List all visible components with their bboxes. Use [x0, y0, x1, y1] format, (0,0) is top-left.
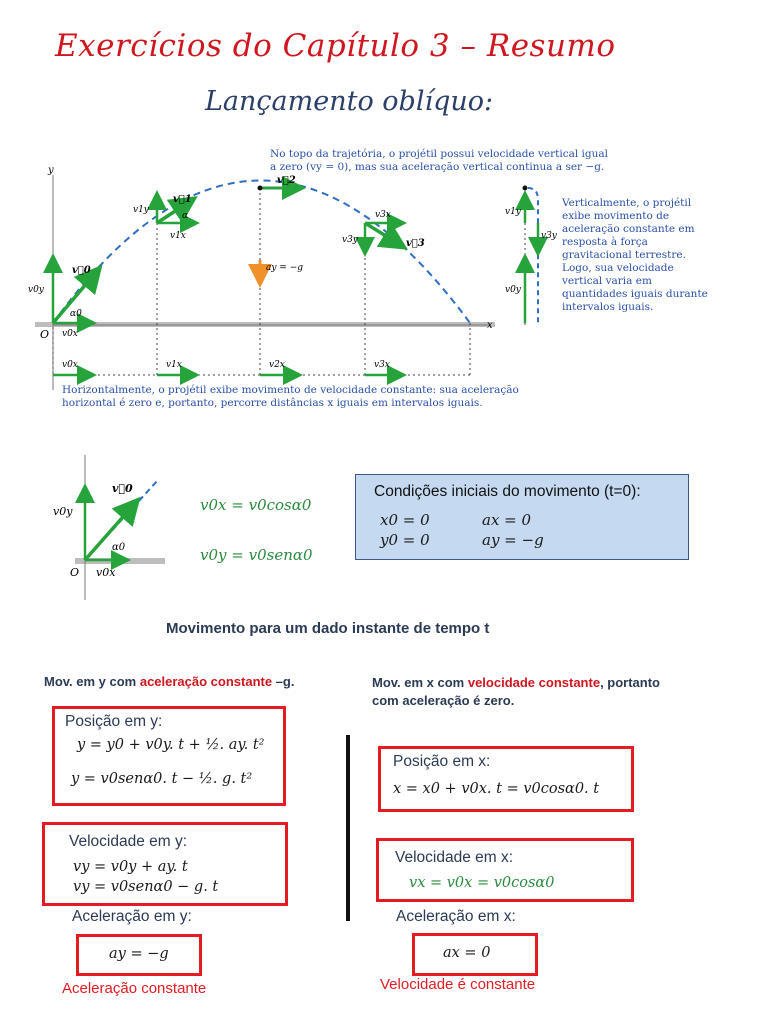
label-v2: v⃗2 — [277, 175, 296, 186]
label-v3: v⃗3 — [406, 238, 425, 249]
position-y-box — [52, 706, 286, 806]
label-bottom-v3x: v3x — [374, 360, 390, 370]
label-v1x: v1x — [170, 231, 186, 241]
trajectory-curve — [53, 181, 470, 324]
label-v0: v⃗0 — [72, 265, 91, 276]
acceleration-x-eq: ax = 0 — [443, 945, 491, 961]
initial-conditions-heading: Condições iniciais do movimento (t=0): — [374, 483, 641, 500]
page-subtitle: Lançamento oblíquo: — [205, 86, 494, 117]
position-x-label: Posição em x: — [393, 753, 491, 770]
acceleration-y-label: Aceleração em y: — [72, 908, 192, 925]
label-v0x: v0x — [96, 566, 116, 579]
position-x-box — [378, 746, 634, 812]
velocity-x-eq: vx = v0x = v0cosα0 — [409, 875, 555, 891]
column-divider — [346, 735, 350, 921]
position-x-eq: x = x0 + v0x. t = v0cosα0. t — [393, 781, 600, 797]
equation-v0y: v0y = v0senα0 — [200, 546, 313, 564]
label-alpha: α — [182, 211, 189, 221]
label-bottom-v1x: v1x — [166, 360, 182, 370]
section-title: Movimento para um dado instante de tempo t — [166, 620, 490, 637]
label-bottom-v2x: v2x — [269, 360, 285, 370]
side-note: Verticalmente, o projétil exibe movimento de aceleração constante em resposta à força gravitacional terrestre. Logo, sua velocidade vertical varia em quantidades iguais durante intervalos iguais. — [562, 197, 708, 313]
bottom-note: Horizontalmente, o projétil exibe movimento de velocidade constante: sua aceleração horizontal é zero e, portanto, percorre distâncias x iguais em intervalos iguais. — [62, 384, 519, 409]
top-note: No topo da trajetória, o projétil possui velocidade vertical igual a zero (vy = 0), mas sua aceleração vertical continua a ser −g. — [270, 148, 609, 173]
label-v0: v⃗0 — [112, 482, 133, 495]
label-bottom-v0x: v0x — [62, 360, 78, 370]
position-y-eq1: y = y0 + v0y. t + ½. ay. t² — [77, 737, 265, 753]
label-v0y: v0y — [28, 285, 44, 295]
right-heading: Mov. em x com velocidade constante, portanto com aceleração é zero. — [372, 675, 660, 708]
position-y-label: Posição em y: — [65, 713, 163, 730]
label-v3y: v3y — [342, 235, 358, 245]
acceleration-x-box — [412, 933, 538, 976]
vector-v3 — [365, 223, 402, 246]
velocity-y-label: Velocidade em y: — [69, 833, 188, 850]
label-ay: ay = −g — [266, 263, 304, 273]
decomposition-figure — [50, 450, 170, 600]
velocity-y-box — [42, 822, 288, 906]
velocity-y-eq1: vy = v0y + ay. t — [73, 859, 188, 875]
label-v1: v⃗1 — [173, 194, 192, 205]
acceleration-y-eq: ay = −g — [109, 946, 169, 962]
label-v0y-right: v0y — [505, 285, 521, 295]
left-heading: Mov. em y com aceleração constante –g. — [44, 674, 295, 689]
label-v1y-right: v1y — [505, 207, 521, 217]
acceleration-x-label: Aceleração em x: — [396, 908, 516, 925]
velocity-x-label: Velocidade em x: — [395, 849, 514, 866]
label-v0y: v0y — [53, 505, 73, 518]
acceleration-y-box — [76, 934, 202, 976]
equation-v0x: v0x = v0cosα0 — [200, 496, 312, 514]
cond-ax: ax = 0 — [482, 511, 532, 529]
cond-y0: y0 = 0 — [380, 531, 430, 549]
initial-conditions-box — [355, 474, 689, 560]
page-title: Exercícios do Capítulo 3 – Resumo — [55, 28, 616, 64]
constant-acceleration-note: Aceleração constante — [62, 980, 207, 997]
cond-x0: x0 = 0 — [380, 511, 430, 529]
velocity-y-eq2: vy = v0senα0 − g. t — [73, 879, 219, 895]
label-alpha0: α0 — [70, 309, 82, 319]
vector-v0 — [85, 502, 136, 560]
origin-label: O — [40, 328, 50, 341]
velocity-x-box — [376, 838, 634, 902]
constant-velocity-note: Velocidade é constante — [380, 976, 536, 993]
origin-label: O — [70, 566, 80, 579]
label-v3y-right: v3y — [541, 231, 557, 241]
label-v0x: v0x — [62, 329, 78, 339]
vertical-trajectory — [528, 188, 538, 325]
axis-x-label: x — [487, 320, 493, 331]
cond-ay: ay = −g — [482, 531, 544, 549]
label-alpha0: α0 — [112, 542, 126, 553]
label-v1y: v1y — [133, 205, 149, 215]
axis-y-label: y — [48, 165, 54, 176]
label-v3x: v3x — [375, 210, 391, 220]
position-y-eq2: y = v0senα0. t − ½. g. t² — [71, 771, 253, 787]
